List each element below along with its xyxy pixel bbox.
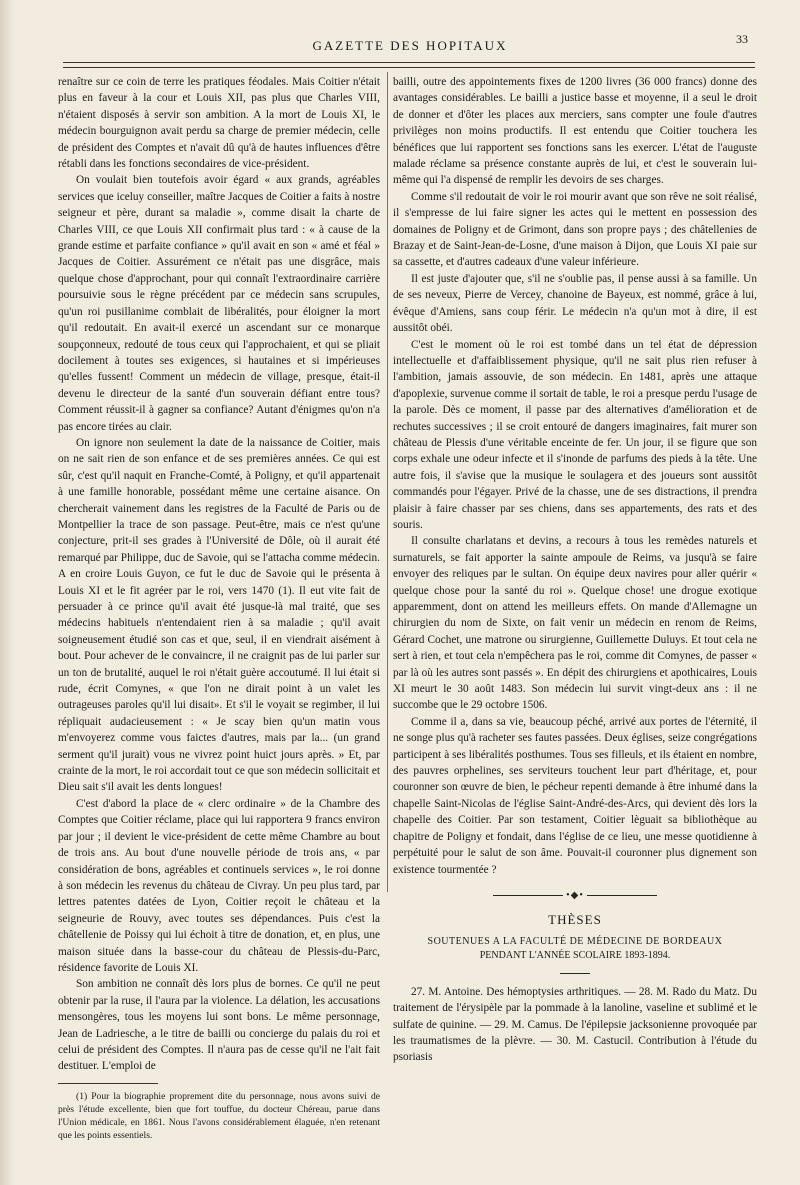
column-divider [387, 72, 388, 892]
paragraph: On ignore non seulement la date de la naissance de Coitier, mais on ne sait rien de son enfance et de ses premières années. Ce qui est sûr, c'est qu'il naquit en Franche-Comté, à Poligny, et qu'il appartenait à une famille honorable, possédant même une certaine aisance. On chercherait vainement dans les registres de la Faculté de Paris ou de Montpellier la trace de son passage. Peut-être, mais ce n'est qu'une conjecture, prit-il ses grades à l'Université de Dôle, où il aurait été remarqué par Philippe, duc de Savoie, qui se l'attacha comme médecin. A en croire Louis Guyon, ce fut le duc de Savoie qui le présenta à Louis XI et le fit agréer par le roi, vers 1470 (1). Il eut vite fait de persuader à ce prince qu'il avait été jusque-là mal traité, que ses médecins habituels n'entendaient rien à sa maladie ; qu'il avait soigneusement étudié son cas et que, seul, il en viendrait aisément à bout. Pour achever de le convaincre, il ne craignit pas de lui parler sur un ton de brutalité, auquel le roi n'était guère accoutumé. Il lui était si rude, écrit Comynes, « que l'on ne dirait point à un valet les outrageuses paroles qu'il lui disait». Et s'il le voyait se regimber, il lui répliquait audacieusement : « Je scay bien qu'un matin vous m'envoyerez comme vous faictes d'autres, mais par la... (un grand serment qu'il jurait) vous ne vivrez point huict jours après. » Et, par crainte de la mort, le roi accordait tout ce que son médecin sollicitait et Dieu sait s'il avait les dents longues! [58, 436, 380, 794]
running-title: GAZETTE DES HOPITAUX [312, 38, 508, 53]
section-subtitle-year: PENDANT L'ANNÉE SCOLAIRE 1893-1894. [479, 949, 671, 961]
thesis-list-paragraph: 27. M. Antoine. Des hémoptysies arthritiques. — 28. M. Rado du Matz. Du traitement de l'érysipèle par la pommade à la lanoline, vaseline et sublimé et le sulfate de quinine. — 29. M. Camus. De l'épilepsie jacksonienne provoquée par les traumatismes de la plèvre. — 30. M. Castucil. Contribution à l'étude du psoriasis [393, 985, 757, 1064]
paragraph: Son ambition ne connaît dès lors plus de bornes. Ce qu'il ne peut obtenir par la ruse, il l'aura par la violence. La délation, les accusations mensongères, tous les moyens lui sont bons. Le même personnage, Jean de Ladriesche, a le titre de bailli ou concierge du palais du roi et celui de président des Comptes. Il n'aura pas de cesse qu'il ne l'ait fait destituer. L'emploi de [58, 978, 380, 1073]
paragraph: Comme s'il redoutait de voir le roi mourir avant que son rêve ne soit réalisé, il s'empresse de lui faire signer les actes qui le mettent en possession des domaines de Poligny et de Grimont, dans son propre pays ; des châtellenies de Brazay et de Saint-Jean-de-Losne, d'une maison à Dijon, que Louis XI paie sur sa cassette, et d'autres cadeaux d'une valeur inférieure. [393, 190, 757, 269]
footnote-rule [58, 1083, 158, 1084]
paragraph: Comme il a, dans sa vie, beaucoup péché, arrivé aux portes de l'éternité, il ne songe plus qu'à racheter ses fautes passées. Deux églises, seize congrégations participent à ses libéralités posthumes. Tous ses filleuls, et ils étaient en nombre, des pauvres orphelines, ses serviteurs touchent leur part d'héritage, et, pour couronner son œuvre de bien, le pécheur repenti demande à être inhumé dans la chapelle Saint-Nicolas de l'église Saint-André-des-Arcs, qui devient dès lors la chapelle des Coitier. Par son testament, Coitier lèguait sa bibliothèque au chapitre de Poligny et fondait, dans l'église de ce lieu, une messe quotidienne à perpétuité pour le salut de son âme. Pouvait-il couronner plus dignement son existence tourmentée ? [393, 715, 757, 876]
section-subtitle: SOUTENUES A LA FACULTÉ DE MÉDECINE DE BORDEAUX [427, 935, 723, 947]
paragraph: Il consulte charlatans et devins, a recours à tous les remèdes naturels et surnaturels, se fait apporter la sainte ampoule de Reims, va jusqu'à se faire envoyer des reliques par le sultan. On équipe deux navires pour aller quérir « quelque chose pour la santé du roi ». Quelque chose! une drogue exotique apparemment, dont on attend les meilleurs effets. On mande d'Allemagne un chirurgien du nom de Sixte, on fait venir un médecin en renom de Reims, Gérard Cochet, une matrone ou sirurgienne, Guillemette Duluys. Et tout cela ne sert à rien, et tout cela n'empêchera pas le roi, comme dit Comynes, de passer « par là où les autres sont passés ». En dépit des chirurgiens et apothicaires, Louis XI meurt le 30 août 1483. Son médecin lui survit vingt-deux ans : il ne succombe que le 29 octobre 1506. [393, 535, 757, 712]
paragraph: renaître sur ce coin de terre les pratiques féodales. Mais Coitier n'était plus en faveur à la cour et Louis XII, pas plus que Charles VIII, n'étaient disposés à servir son ambition. A la mort de Louis XI, le médecin bourguignon avait perdu sa charge de premier médecin, celle de président des Comptes et n'avait dû qu'à de hautes influences d'être rétabli dans les fonctions secondaires de vice-président. [58, 76, 380, 171]
paragraph: bailli, outre des appointements fixes de 1200 livres (36 000 francs) donne des avantages considérables. Le bailli a justice basse et moyenne, il a seul le droit de donner et d'ôter les places aux merciers, sans compter une foule d'autres privilèges non moins productifs. Il est entendu que Coitier touchera les bénéfices que lui rapportent ses fonctions sans les exercer. L'état de l'auguste malade réclame sa présence constante auprès de lui, et c'est le souverain lui-même qui l'a dispensé de remplir les devoirs de ses charges. [393, 76, 757, 187]
footnote: (1) Pour la biographie proprement dite du personnage, nous avons suivi de près l'étude excellente, bien que fort touffue, du docteur Chéreau, parue dans l'Union médicale, en 1861. Nous l'avons considérablement élaguée, n'en retenant que les points essentiels. [58, 1090, 380, 1141]
paragraph: C'est d'abord la place de « clerc ordinaire » de la Chambre des Comptes que Coitier réclame, place qui lui rapportera 9 francs environ par jour ; il devient le vice-président de cette même Chambre au bout de trois ans. Au bout d'une nouvelle période de trois ans, « par considération de bons, agréables et continuels services », le roi donne à son médecin les revenus du château de Civray. Un peu plus tard, par lettres patentes datées de Lyon, Coitier reçoit le château et la seigneurie de Rouvy, avec toutes ses dépendances. Puis c'est la châtellenie de Poissy qui lui échoit à titre de donation, et, en plus, une maison située dans la basse-cour du château de Plessis-du-Parc, résidence favorite de Louis XI. [58, 797, 380, 974]
right-column [393, 74, 757, 1174]
section-short-rule [560, 973, 590, 974]
page-header [60, 30, 760, 58]
paragraph: On voulait bien toutefois avoir égard « aux grands, agréables services que iceluy conseiller, maître Jacques de Coitier a faits à nostre seigneur et père, durant sa maladie », comme disait la charte de Charles VIII, ce que Louis XII confirmait plus tard : « à cause de la grande estime et parfaite confiance » qu'il avait en son « amé et féal » Jacques de Coitier. Assurément ce n'était pas une disgrâce, mais quelque chose d'approchant, pour qui connaît l'extraordinaire carrière poursuivie sous le règne précédent par ce médecin sans scrupules, qu'un roi pusillanime comblait de libéralités, pour éloigner la mort qu'il redoutait. En avait-il exercé un ascendant sur ce monarque soupçonneux, redouté de tous ceux qui l'approchaient, et qui se pliait docilement à toutes ses exigences, si hautaines et si impérieuses qu'elles fussent! Comment un médecin de village, presque, était-il devenu le directeur de la santé d'un souverain défiant entre tous? Comment réussit-il à gagner sa confiance? Autant d'énigmes qu'on n'a pas encore tirées au clair. [58, 174, 380, 433]
section-ornament: •◆• [393, 888, 757, 904]
paragraph: C'est le moment où le roi est tombé dans un tel état de dépression intellectuelle et d'affaiblissement physique, qu'il ne sait plus rien refuser à l'ambition, jamais assouvie, de son médecin. En 1481, après une attaque d'apoplexie, survenue comme il sortait de table, le roi a presque perdu l'usage de la parole. Dès ce moment, il passe par des alternatives d'amélioration et de rechutes successives ; il se croit entouré de dangers imaginaires, fait murer son château de Plessis d'une véritable enceinte de fer. Un jour, il se figure que son corps exhale une odeur infecte et il s'inonde de parfums des pieds à la tête. Une autre fois, il s'avise que la musique le soulagera et des joueurs sont aussitôt commandés pour l'égayer. Privé de la chasse, une de ses distractions, il prendra plaisir à faire chasser par ses chiens, dans ses appartements, des rats et des souris. [393, 338, 757, 531]
section-title: THÈSES [548, 912, 602, 928]
left-column [58, 74, 380, 1174]
page-binding-edge [0, 0, 14, 1185]
paragraph: Il est juste d'ajouter que, s'il ne s'oublie pas, il pense aussi à sa famille. Un de ses neveux, Pierre de Vercey, chanoine de Bayeux, est nommé, grâce à lui, évêque d'Amiens, sans coup férir. Le médecin n'a qu'un mot à dire, il est aussitôt obéi. [393, 272, 757, 335]
header-rule [63, 62, 755, 68]
page-number: 33 [736, 32, 748, 46]
